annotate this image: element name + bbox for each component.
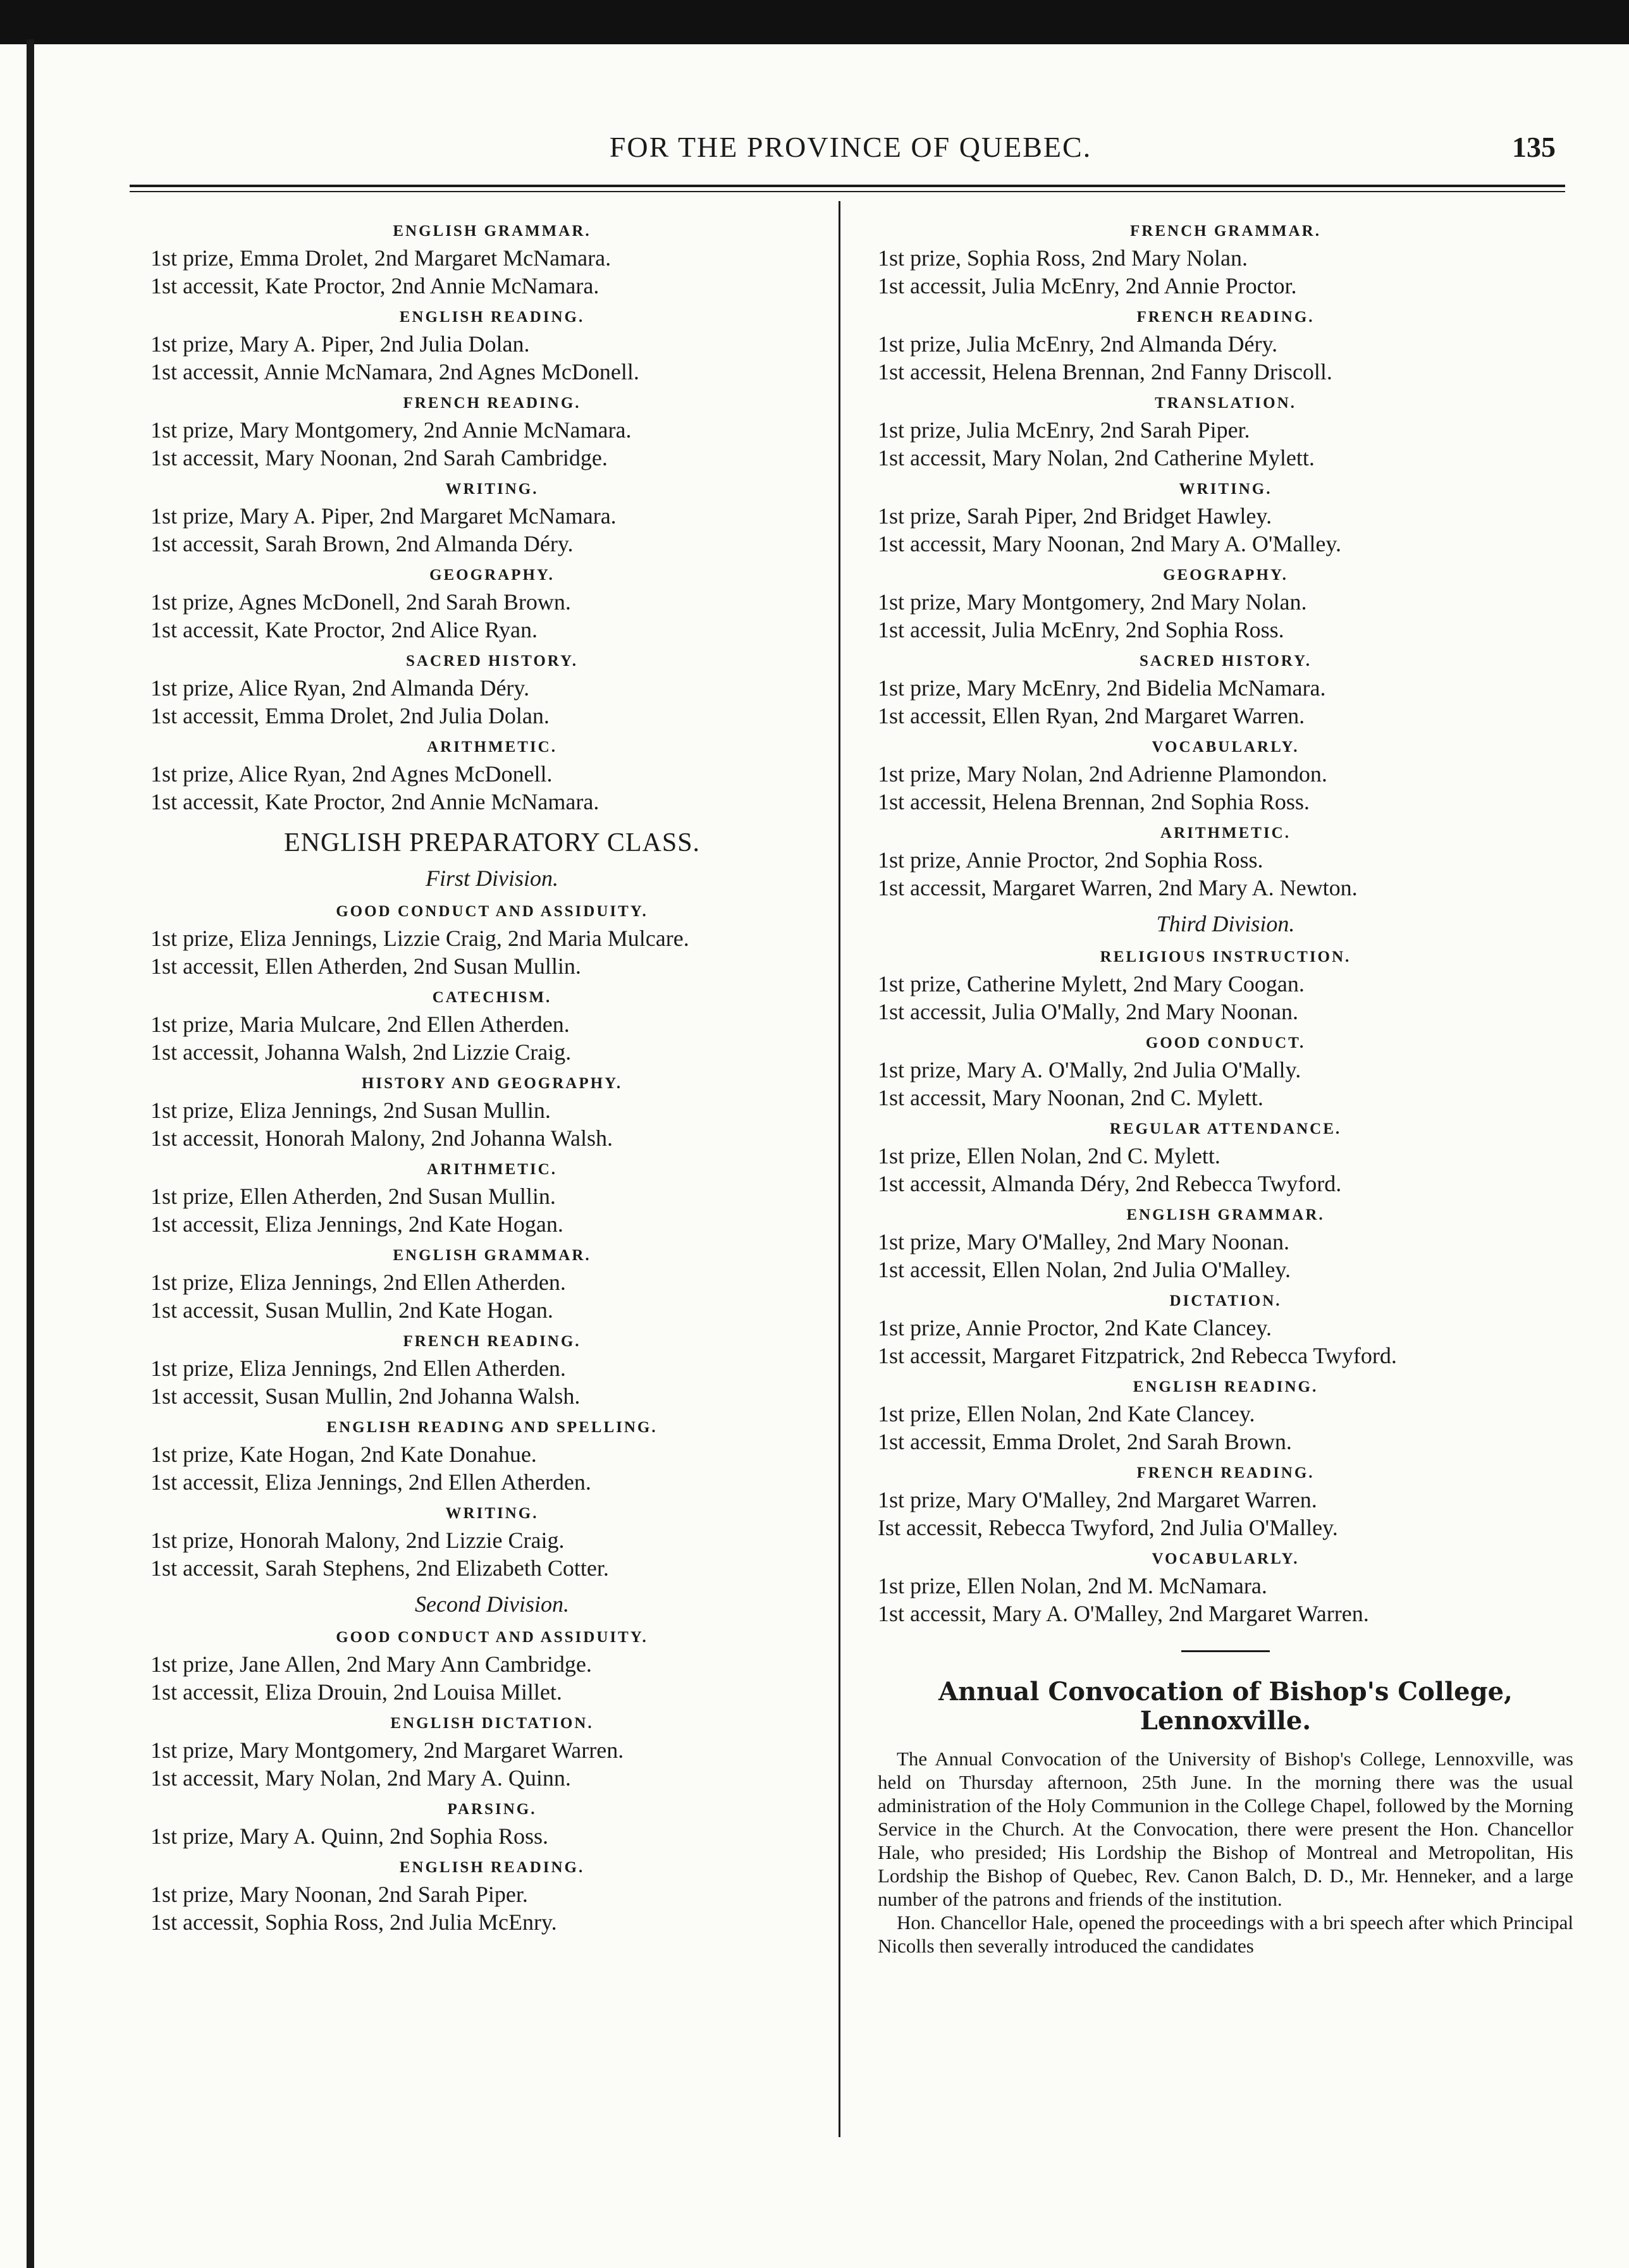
section-heading: ENGLISH READING. [399,1859,585,1876]
prize-line: 1st accessit, Mary A. O'Malley, 2nd Margaret Warren. [878,1601,1369,1626]
prize-line: 1st prize, Mary Montgomery, 2nd Margaret Warren. [151,1738,624,1763]
prize-section [878,1375,1573,1456]
right-column [878,215,1573,1958]
prize-section [151,1415,833,1496]
article-paragraph: Hon. Chancellor Hale, opened the proceedings with a bri speech after which Principal Nicolls then severally introduced the candidates [878,1911,1573,1957]
section-heading: ENGLISH DICTATION. [390,1715,594,1732]
prize-section [151,1625,833,1706]
prize-section [151,735,833,816]
section-heading: WRITING. [445,481,539,498]
prize-line: 1st accessit, Mary Nolan, 2nd Mary A. Quinn. [151,1765,571,1791]
section-heading: SACRED HISTORY. [1140,653,1312,670]
prize-line: 1st accessit, Sophia Ross, 2nd Julia McEnry. [151,1909,557,1935]
prize-line: 1st prize, Ellen Nolan, 2nd Kate Clancey. [878,1401,1255,1426]
prize-line: 1st prize, Catherine Mylett, 2nd Mary Coogan. [878,971,1305,996]
class-title: ENGLISH PREPARATORY CLASS. [283,828,701,857]
section-heading: RELIGIOUS INSTRUCTION. [1100,948,1351,965]
section-heading: ENGLISH READING AND SPELLING. [326,1419,658,1436]
section-heading: WRITING. [1179,481,1272,498]
prize-line: 1st prize, Mary Montgomery, 2nd Annie McNamara. [151,417,632,443]
prize-list-first-division [151,899,833,1582]
section-heading: ENGLISH GRAMMAR. [1126,1206,1325,1223]
prize-line: 1st accessit, Sarah Stephens, 2nd Elizabeth Cotter. [151,1555,609,1581]
prize-line: Ist accessit, Rebecca Twyford, 2nd Julia O'Malley. [878,1515,1338,1540]
prize-line: 1st prize, Mary Nolan, 2nd Adrienne Plamondon. [878,761,1327,787]
section-heading: HISTORY AND GEOGRAPHY. [361,1075,623,1092]
section-heading: WRITING. [445,1505,539,1522]
prize-section [151,1329,833,1410]
section-heading: PARSING. [447,1801,537,1818]
prize-section [151,1243,833,1324]
prize-line: 1st prize, Ellen Nolan, 2nd M. McNamara. [878,1573,1267,1598]
prize-line: 1st accessit, Susan Mullin, 2nd Kate Hogan. [151,1297,553,1323]
section-heading: FRENCH READING. [403,395,581,412]
prize-section [878,1203,1573,1284]
prize-line: 1st accessit, Sarah Brown, 2nd Almanda Déry. [151,531,574,556]
prize-section [151,477,833,558]
prize-line: 1st prize, Julia McEnry, 2nd Sarah Piper. [878,417,1250,443]
section-heading: ENGLISH GRAMMAR. [393,223,591,240]
section-heading: GOOD CONDUCT AND ASSIDUITY. [336,903,648,920]
section-heading: FRENCH READING. [403,1333,581,1350]
section-heading: VOCABULARLY. [1152,1550,1300,1567]
prize-line: 1st accessit, Margaret Fitzpatrick, 2nd Rebecca Twyford. [878,1343,1397,1368]
section-heading: GEOGRAPHY. [429,567,555,584]
prize-line: 1st prize, Alice Ryan, 2nd Almanda Déry. [151,675,530,701]
section-heading: CATECHISM. [432,989,552,1006]
section-heading: GOOD CONDUCT. [1145,1034,1306,1051]
prize-line: 1st prize, Julia McEnry, 2nd Almanda Déry. [878,331,1278,357]
section-heading: ARITHMETIC. [427,739,557,756]
prize-section [151,1071,833,1152]
prize-line: 1st prize, Mary O'Malley, 2nd Mary Noonan. [878,1229,1290,1254]
prize-section [878,945,1573,1026]
prize-line: 1st accessit, Annie McNamara, 2nd Agnes McDonell. [151,359,639,384]
prize-section [878,821,1573,902]
prize-section [878,1289,1573,1370]
section-heading: TRANSLATION. [1155,395,1296,412]
prize-line: 1st prize, Honorah Malony, 2nd Lizzie Craig. [151,1528,565,1553]
section-heading: ENGLISH READING. [399,309,585,326]
prize-section [878,1547,1573,1627]
prize-section [878,477,1573,558]
prize-line: 1st prize, Mary McEnry, 2nd Bidelia McNamara. [878,675,1326,701]
prize-section [151,305,833,386]
prize-line: 1st accessit, Mary Nolan, 2nd Catherine Mylett. [878,445,1315,470]
prize-line: 1st accessit, Mary Noonan, 2nd C. Mylett. [878,1085,1263,1110]
prize-line: 1st prize, Eliza Jennings, 2nd Ellen Atherden. [151,1270,566,1295]
prize-list-second-division [151,1625,833,1936]
prize-line: 1st prize, Ellen Atherden, 2nd Susan Mullin. [151,1184,556,1209]
article [878,1677,1573,1958]
left-column [151,215,833,1941]
prize-line: 1st prize, Sarah Piper, 2nd Bridget Hawley. [878,503,1272,529]
prize-line: 1st prize, Mary A. Quinn, 2nd Sophia Ross. [151,1824,548,1849]
prize-section [878,735,1573,816]
prize-section [151,563,833,644]
prize-line: 1st accessit, Eliza Jennings, 2nd Ellen Atherden. [151,1469,591,1495]
page-number: 135 [1512,131,1556,163]
prize-line: 1st prize, Alice Ryan, 2nd Agnes McDonell. [151,761,553,787]
prize-section [151,1855,833,1936]
article-separator [1181,1650,1270,1652]
prize-list-senior-class [151,219,833,816]
section-heading: DICTATION. [1169,1292,1282,1309]
prize-line: 1st prize, Annie Proctor, 2nd Kate Clancey. [878,1315,1272,1340]
prize-section [151,1501,833,1582]
header-rule-thick [130,185,1565,187]
prize-line: 1st accessit, Helena Brennan, 2nd Fanny Driscoll. [878,359,1332,384]
prize-section [151,391,833,472]
prize-line: 1st accessit, Ellen Atherden, 2nd Susan Mullin. [151,953,581,979]
article-title-line2: Lennoxville. [1140,1706,1312,1736]
prize-section [878,649,1573,730]
section-heading: GOOD CONDUCT AND ASSIDUITY. [336,1629,648,1646]
prize-line: 1st accessit, Johanna Walsh, 2nd Lizzie Craig. [151,1039,572,1065]
prize-line: 1st accessit, Ellen Nolan, 2nd Julia O'Malley. [878,1257,1291,1282]
prize-section [878,1461,1573,1542]
section-heading: REGULAR ATTENDANCE. [1109,1120,1342,1137]
prize-line: 1st prize, Maria Mulcare, 2nd Ellen Atherden. [151,1012,570,1037]
prize-section [878,563,1573,644]
prize-line: 1st prize, Mary A. O'Mally, 2nd Julia O'Mally. [878,1057,1301,1082]
article-body [878,1747,1573,1958]
prize-line: 1st prize, Eliza Jennings, 2nd Ellen Atherden. [151,1356,566,1381]
prize-line: 1st accessit, Emma Drolet, 2nd Julia Dolan. [151,703,550,728]
prize-line: 1st accessit, Kate Proctor, 2nd Annie McNamara. [151,789,599,814]
section-heading: SACRED HISTORY. [406,653,578,670]
prize-line: 1st prize, Mary Montgomery, 2nd Mary Nolan. [878,589,1307,615]
prize-line: 1st prize, Sophia Ross, 2nd Mary Nolan. [878,245,1248,271]
prize-line: 1st accessit, Susan Mullin, 2nd Johanna Walsh. [151,1383,581,1409]
prize-list-second-division-continued [878,219,1573,902]
prize-section [878,305,1573,386]
division-title-second: Second Division. [415,1591,569,1617]
section-heading: ENGLISH READING. [1133,1378,1319,1395]
article-title-line1: Annual Convocation of Bishop's College, [938,1677,1513,1707]
prize-line: 1st accessit, Mary Noonan, 2nd Mary A. O'Malley. [878,531,1342,556]
prize-line: 1st accessit, Helena Brennan, 2nd Sophia Ross. [878,789,1310,814]
prize-line: 1st accessit, Eliza Drouin, 2nd Louisa Millet. [151,1679,562,1705]
prize-section [151,1797,833,1850]
prize-line: 1st prize, Eliza Jennings, 2nd Susan Mullin. [151,1098,551,1123]
prize-line: 1st accessit, Margaret Warren, 2nd Mary A. Newton. [878,875,1358,900]
article-paragraph: The Annual Convocation of the University of Bishop's College, Lennoxville, was held on Thursday afternoon, 25th June. In the morning there was the usual administration of the Holy Communion in the College Chapel, followed by the Morning Service in the Church. At the Convocation, there were present the Hon. Chancellor Hale, who presided; His Lordship the Bishop of Montreal and Metropolitan, His Lordship the Bishop of Quebec, Rev. Canon Balch, D. D., Mr. Henneker, and a large number of the patrons and friends of the institution. [878,1748,1573,1910]
section-heading: FRENCH READING. [1136,309,1315,326]
prize-line: 1st accessit, Kate Proctor, 2nd Annie McNamara. [151,273,599,298]
prize-section [151,1711,833,1792]
prize-line: 1st prize, Mary O'Malley, 2nd Margaret Warren. [878,1487,1317,1512]
section-heading: ARITHMETIC. [1160,824,1291,842]
prize-line: 1st prize, Agnes McDonell, 2nd Sarah Brown. [151,589,571,615]
section-heading: FRENCH READING. [1136,1464,1315,1481]
left-black-border [27,39,34,2268]
top-black-border [0,0,1629,44]
prize-line: 1st prize, Ellen Nolan, 2nd C. Mylett. [878,1143,1220,1168]
prize-line: 1st prize, Annie Proctor, 2nd Sophia Ross. [878,847,1263,873]
page-title: FOR THE PROVINCE OF QUEBEC. [609,131,1092,163]
section-heading: ARITHMETIC. [427,1161,557,1178]
prize-line: 1st accessit, Julia McEnry, 2nd Sophia Ross. [878,617,1284,642]
prize-line: 1st accessit, Julia McEnry, 2nd Annie Proctor. [878,273,1297,298]
prize-line: 1st prize, Eliza Jennings, Lizzie Craig, 2nd Maria Mulcare. [151,926,689,951]
prize-list-third-division [878,945,1573,1627]
section-heading: FRENCH GRAMMAR. [1130,223,1321,240]
prize-section [151,1157,833,1238]
prize-section [151,899,833,980]
running-header [145,126,1556,171]
header-rule-thin [130,191,1565,192]
prize-line: 1st prize, Mary A. Piper, 2nd Julia Dolan. [151,331,530,357]
prize-section [151,649,833,730]
column-divider [839,201,840,2137]
prize-line: 1st prize, Mary Noonan, 2nd Sarah Piper. [151,1882,528,1907]
prize-line: 1st prize, Jane Allen, 2nd Mary Ann Cambridge. [151,1652,592,1677]
prize-line: 1st prize, Mary A. Piper, 2nd Margaret McNamara. [151,503,617,529]
prize-line: 1st accessit, Ellen Ryan, 2nd Margaret Warren. [878,703,1305,728]
division-title-first: First Division. [425,866,558,891]
prize-section [151,985,833,1066]
prize-section [151,219,833,300]
section-heading: ENGLISH GRAMMAR. [393,1247,591,1264]
prize-line: 1st accessit, Mary Noonan, 2nd Sarah Cambridge. [151,445,608,470]
prize-line: 1st prize, Emma Drolet, 2nd Margaret McNamara. [151,245,612,271]
prize-section [878,391,1573,472]
division-title-third: Third Division. [1156,911,1295,936]
prize-section [878,1031,1573,1112]
prize-line: 1st accessit, Kate Proctor, 2nd Alice Ryan. [151,617,538,642]
prize-line: 1st accessit, Julia O'Mally, 2nd Mary Noonan. [878,999,1299,1024]
section-heading: VOCABULARLY. [1152,739,1300,756]
prize-section [878,219,1573,300]
prize-line: 1st prize, Kate Hogan, 2nd Kate Donahue. [151,1442,537,1467]
prize-line: 1st accessit, Emma Drolet, 2nd Sarah Brown. [878,1429,1292,1454]
prize-line: 1st accessit, Almanda Déry, 2nd Rebecca Twyford. [878,1171,1342,1196]
prize-line: 1st accessit, Eliza Jennings, 2nd Kate Hogan. [151,1211,563,1237]
prize-line: 1st accessit, Honorah Malony, 2nd Johanna Walsh. [151,1125,613,1151]
prize-section [878,1117,1573,1198]
section-heading: GEOGRAPHY. [1163,567,1288,584]
